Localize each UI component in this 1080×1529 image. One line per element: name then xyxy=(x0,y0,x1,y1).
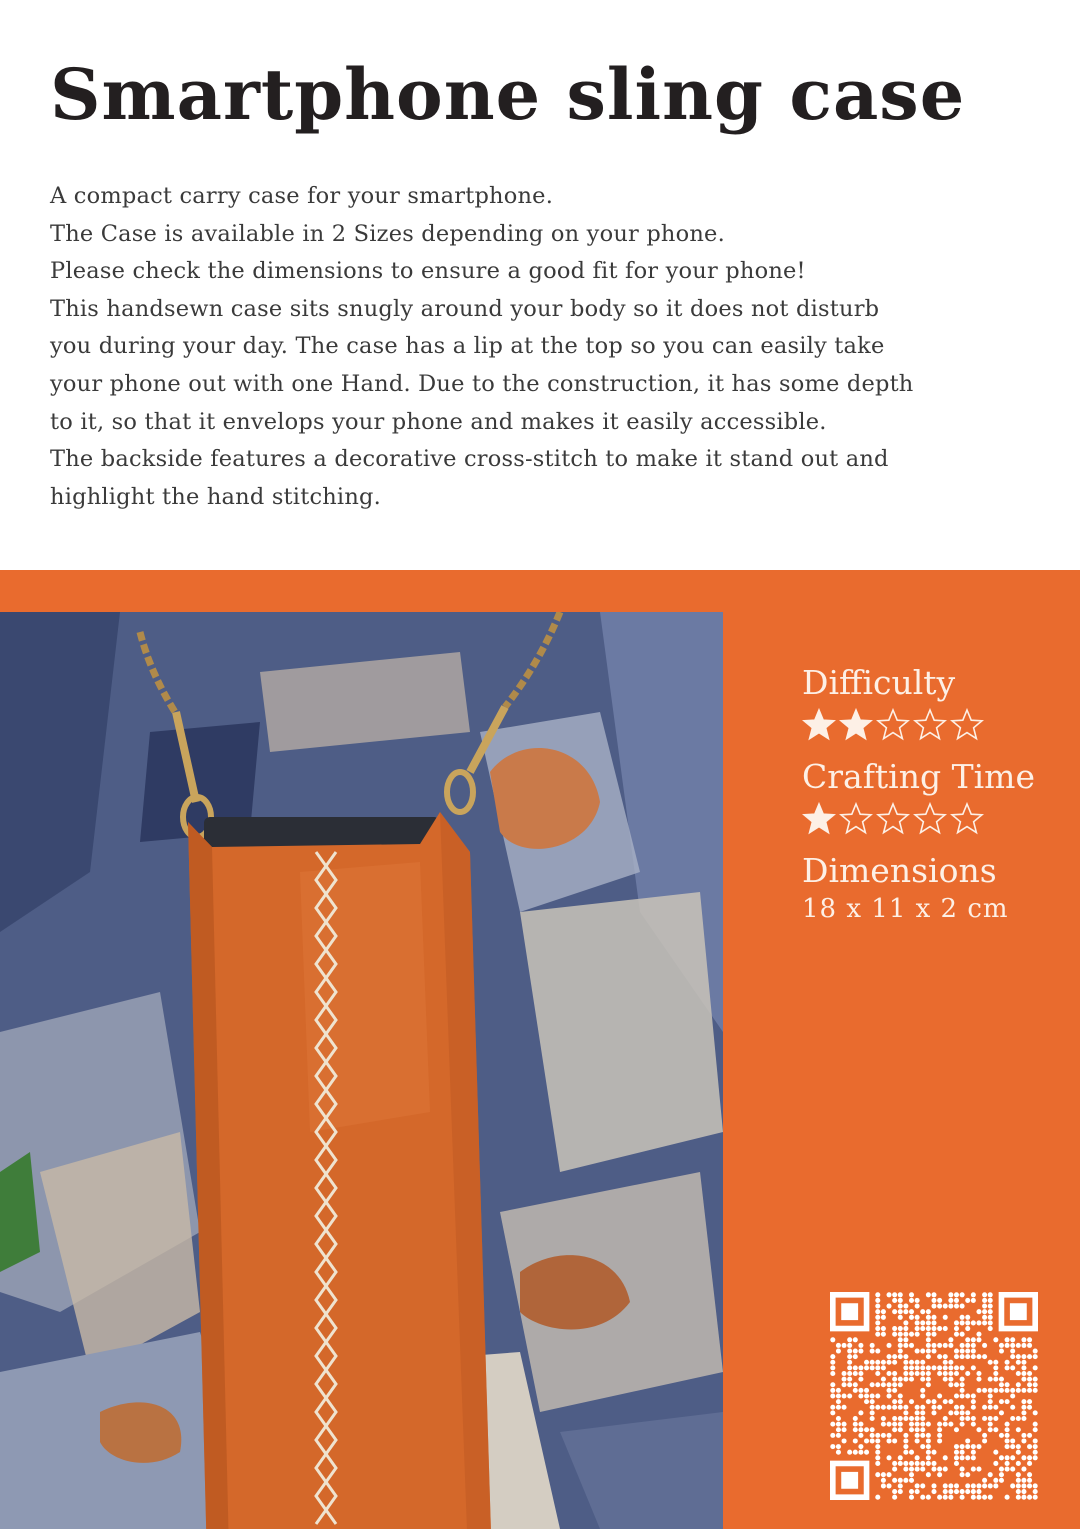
star-filled-icon xyxy=(802,802,836,836)
description-line: The backside features a decorative cross-stitch to make it stand out and xyxy=(50,446,889,473)
product-photo xyxy=(0,612,723,1529)
star-outline-icon xyxy=(950,802,984,836)
difficulty-rating xyxy=(802,708,1072,742)
qr-code[interactable] xyxy=(830,1292,1038,1500)
description-line: to it, so that it envelops your phone and makes it easily accessible. xyxy=(50,408,827,435)
star-outline-icon xyxy=(839,802,873,836)
star-outline-icon xyxy=(876,802,910,836)
description-line: highlight the hand stitching. xyxy=(50,483,381,510)
description-line: Please check the dimensions to ensure a good fit for your phone! xyxy=(50,258,806,285)
description-line: A compact carry case for your smartphone. xyxy=(50,183,554,209)
description-line: This handsewn case sits snugly around your body so it does not disturb xyxy=(50,295,880,322)
star-outline-icon xyxy=(950,708,984,742)
description-line: The Case is available in 2 Sizes depending on your phone. xyxy=(50,220,725,247)
star-outline-icon xyxy=(913,802,947,836)
star-filled-icon xyxy=(839,708,873,742)
description-line: you during your day. The case has a lip at the top so you can easily take xyxy=(50,333,885,360)
dimensions-label: Dimensions xyxy=(802,851,997,890)
description-line: your phone out with one Hand. Due to the construction, it has some depth xyxy=(50,370,914,397)
star-outline-icon xyxy=(876,708,910,742)
star-filled-icon xyxy=(802,708,836,742)
crafting-time-label: Crafting Time xyxy=(802,757,1035,796)
difficulty-label: Difficulty xyxy=(802,663,956,702)
dimensions-value: 18 x 11 x 2 cm xyxy=(802,894,1009,924)
info-panel xyxy=(802,660,1072,924)
crafting-time-rating xyxy=(802,802,1072,836)
star-outline-icon xyxy=(913,708,947,742)
description xyxy=(50,178,1050,516)
page-title: Smartphone sling case xyxy=(50,53,966,136)
